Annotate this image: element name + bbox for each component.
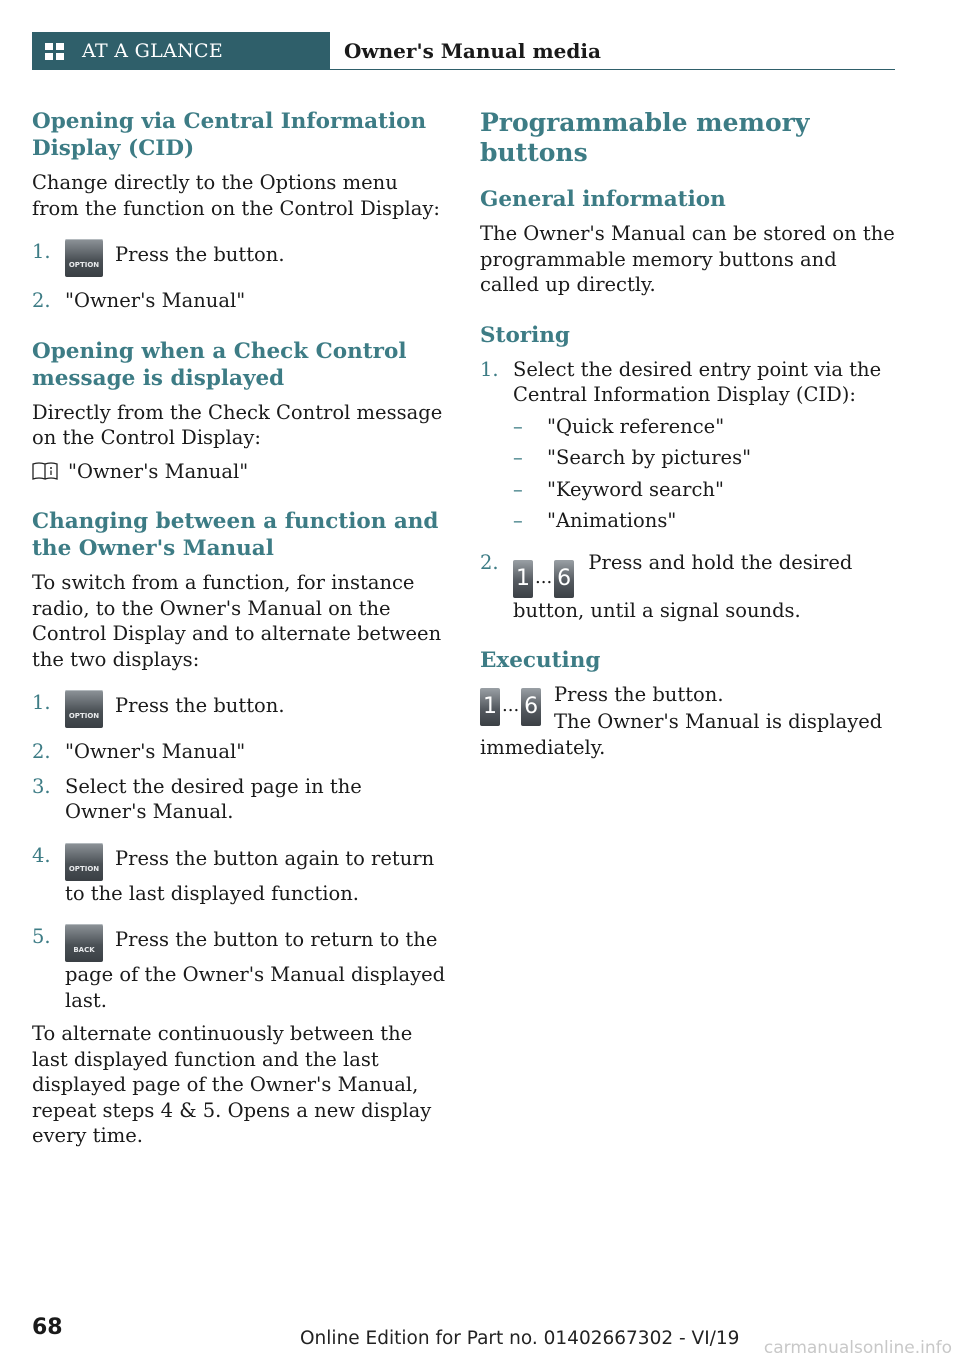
step-text: "Owner's Manual" [65, 740, 246, 763]
option-item: – "Quick reference" [513, 414, 725, 438]
chapter-title: Owner's Manual media [344, 39, 601, 63]
check-control-item: "Owner's Manual" [32, 459, 447, 485]
step-number: 3. [32, 774, 51, 798]
section-label: AT A GLANCE [82, 40, 224, 62]
step-text: "Owner's Manual" [65, 289, 246, 312]
list-item [32, 239, 447, 279]
watermark: carmanualsonline.info [763, 1338, 952, 1358]
header-rule [330, 69, 895, 70]
step-number: 4. [32, 843, 51, 867]
option-button-icon: OPTION [65, 239, 103, 277]
option-button-icon: OPTION [65, 690, 103, 728]
page-title: Programmable memory buttons [480, 108, 810, 167]
list-item [32, 739, 447, 765]
step-number: 1. [32, 691, 51, 714]
left-column [32, 108, 447, 1149]
list-item: 2. 1 ... 6 Press and hold the desired button, until a signal sounds. [480, 550, 853, 622]
list-item [32, 774, 447, 825]
option-item: – "Keyword search" [513, 477, 724, 501]
heading-storing: Storing [480, 322, 570, 348]
list-item [32, 843, 447, 907]
outro-changing: To alternate continuously between the last displayed function and the last displayed page of the Owner's Manual, repeat steps 4 & 5. Opens a new display every time. [32, 1022, 432, 1147]
grid-icon [45, 43, 64, 60]
step-number: 1. [32, 240, 51, 263]
step-text: Select the desired entry point via the Central Information Display (CID): [513, 357, 882, 406]
executing-block [480, 682, 900, 734]
step-number: 2. [480, 550, 499, 574]
executing-text: The Owner's Manual is displayed immediately. [480, 710, 883, 759]
section-tab [32, 32, 330, 70]
page-number: 68 [32, 1315, 63, 1340]
memory-buttons-icon: 1 ... 6 [480, 682, 541, 726]
step-text: Select the desired page in the Owner's Manual. [65, 774, 362, 823]
memory-button-6-icon: 6 [554, 560, 574, 598]
step-text: Press the button again to return to the last displayed function. [65, 846, 435, 905]
heading-executing: Executing [480, 648, 601, 673]
intro-opening-cid: Change directly to the Options menu from the function on the Control Display: [32, 171, 440, 220]
heading-changing: Changing between a function and the Owner's Manual [32, 509, 439, 561]
heading-opening-cid: Opening via Central Information Display (CID) [32, 109, 427, 161]
edition-note: Online Edition for Part no. 01402667302 - VI/19 [300, 1328, 740, 1349]
step-text: Press the button. [115, 243, 285, 266]
book-icon [32, 461, 58, 481]
intro-check-control: Directly from the Check Control message on the Control Display: [32, 400, 443, 449]
list-item [32, 288, 447, 314]
executing-line-1: Press the button. [554, 683, 724, 706]
option-item: – "Search by pictures" [513, 446, 752, 469]
page-header [32, 32, 895, 70]
step-number: 5. [32, 925, 51, 948]
heading-general: General information [480, 187, 726, 212]
step-number: 1. [480, 357, 499, 381]
step-text: Press the button to return to the page of the Owner's Manual displayed last. [65, 928, 446, 1012]
right-column [480, 108, 900, 760]
list-item [32, 690, 447, 730]
step-number: 2. [32, 740, 51, 763]
memory-button-1-icon: 1 [513, 560, 533, 598]
option-item: – "Animations" [513, 509, 677, 532]
step-number: 2. [32, 289, 51, 312]
list-item [480, 357, 900, 534]
back-button-icon: BACK [65, 924, 103, 962]
intro-changing: To switch from a function, for instance radio, to the Owner's Manual on the Control Display and to alternate between the two displays: [32, 571, 442, 671]
option-button-icon: OPTION [65, 843, 103, 881]
step-text: Press the button. [115, 694, 285, 717]
step-text: Press and hold the desired button, until a signal sounds. [513, 550, 853, 622]
heading-check-control: Opening when a Check Control message is displayed [32, 338, 407, 391]
list-item [32, 924, 447, 1013]
general-text: The Owner's Manual can be stored on the programmable memory buttons and called up directly. [480, 222, 895, 296]
